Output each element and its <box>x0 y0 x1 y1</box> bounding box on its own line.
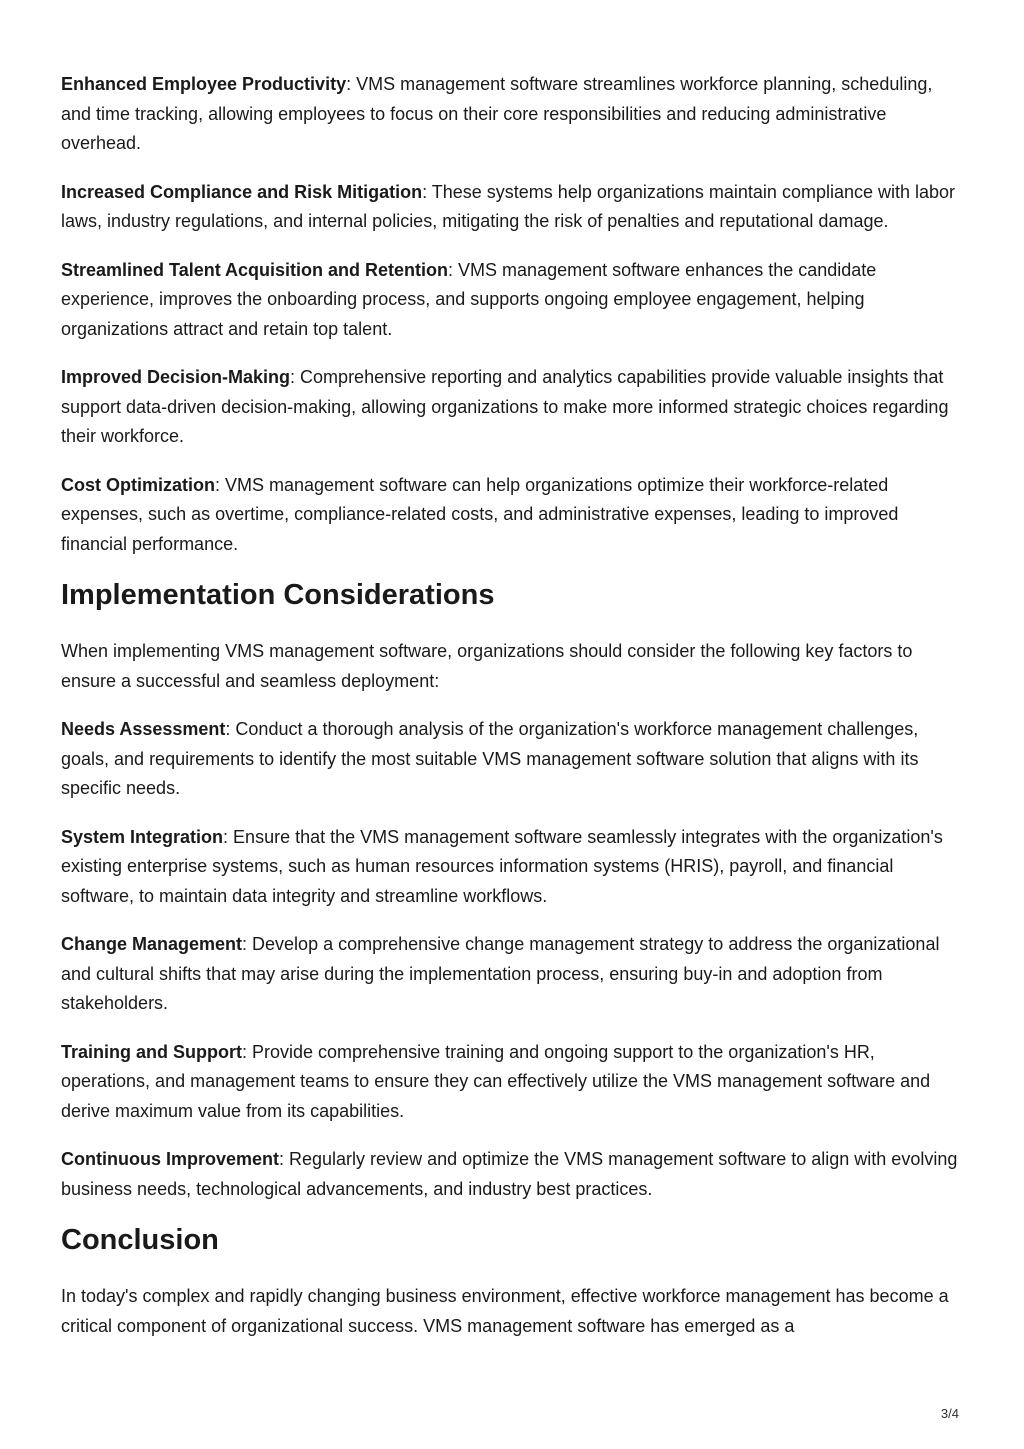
consideration-term: Training and Support <box>61 1041 242 1062</box>
consideration-text: : Provide comprehensive training and ongoing support to the organization's HR, operations, and management teams to ensure they can effectively utilize the VMS management software and derive maximum value from its capabilities. <box>61 1041 931 1121</box>
benefit-text: : VMS management software can help organizations optimize their workforce-related expenses, such as overtime, compliance-related costs, and administrative expenses, leading to improved financial performance. <box>61 474 899 554</box>
implementation-heading: Implementation Considerations <box>61 579 495 611</box>
benefit-paragraph <box>61 363 966 452</box>
consideration-paragraph <box>61 930 966 1019</box>
conclusion-heading: Conclusion <box>61 1224 219 1256</box>
consideration-text: : Ensure that the VMS management software seamlessly integrates with the organization's existing enterprise systems, such as human resources information systems (HRIS), payroll, and financial software, to maintain data integrity and streamline workflows. <box>61 826 943 906</box>
consideration-paragraph <box>61 1145 966 1204</box>
benefit-text: : VMS management software enhances the candidate experience, improves the onboarding process, and supports ongoing employee engagement, helping organizations attract and retain top talent. <box>61 259 877 339</box>
benefit-paragraph <box>61 256 966 345</box>
benefit-term: Cost Optimization <box>61 474 215 495</box>
benefit-paragraph <box>61 178 966 237</box>
consideration-paragraph <box>61 823 966 912</box>
conclusion-paragraph: In today's complex and rapidly changing business environment, effective workforce management has become a critical component of organizational success. VMS management software has emerged as a <box>61 1286 949 1336</box>
benefit-term: Increased Compliance and Risk Mitigation <box>61 181 423 202</box>
benefit-text: : Comprehensive reporting and analytics capabilities provide valuable insights that support data-driven decision-making, allowing organizations to make more informed strategic choices regarding their workforce. <box>61 367 949 446</box>
benefit-paragraph <box>61 70 966 159</box>
benefit-term: Improved Decision-Making <box>61 367 291 387</box>
consideration-term: Change Management <box>61 934 243 954</box>
consideration-paragraph <box>61 1038 966 1127</box>
consideration-text: : Regularly review and optimize the VMS management software to align with evolving business needs, technological advancements, and industry best practices. <box>61 1149 958 1199</box>
consideration-text: : Develop a comprehensive change management strategy to address the organizational and cultural shifts that may arise during the implementation process, ensuring buy-in and adoption from stakeholders. <box>61 934 940 1013</box>
benefit-paragraph <box>61 471 966 560</box>
consideration-term: System Integration <box>61 826 224 847</box>
consideration-term: Continuous Improvement <box>61 1149 280 1169</box>
benefit-text: : VMS management software streamlines workforce planning, scheduling, and time tracking, allowing employees to focus on their core responsibilities and reducing administrative overhead. <box>61 74 933 153</box>
consideration-term: Needs Assessment <box>61 719 226 739</box>
implementation-intro: When implementing VMS management software, organizations should consider the following key factors to ensure a successful and seamless deployment: <box>61 641 913 691</box>
consideration-text: : Conduct a thorough analysis of the organization's workforce management challenges, goals, and requirements to identify the most suitable VMS management software solution that aligns with its specific needs. <box>61 719 919 798</box>
benefit-term: Enhanced Employee Productivity <box>61 74 347 94</box>
consideration-paragraph <box>61 715 966 804</box>
page-number: 3/4 <box>940 1406 959 1421</box>
benefit-term: Streamlined Talent Acquisition and Retention <box>61 259 449 280</box>
benefit-text: : These systems help organizations maintain compliance with labor laws, industry regulations, and internal policies, mitigating the risk of penalties and reputational damage. <box>61 181 956 231</box>
document-page <box>61 70 966 1360</box>
